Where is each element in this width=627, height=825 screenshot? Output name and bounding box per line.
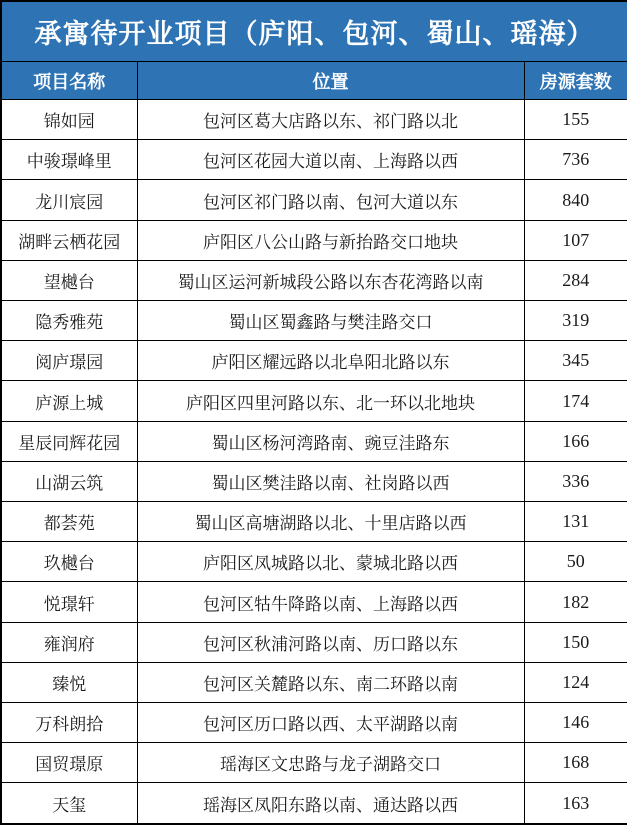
location-cell: 包河区祁门路以南、包河大道以东: [137, 180, 524, 220]
column-header-project-name: 项目名称: [1, 62, 137, 100]
project-name-cell: 山湖云筑: [1, 461, 137, 501]
units-cell: 174: [524, 381, 627, 421]
units-cell: 336: [524, 461, 627, 501]
location-cell: 蜀山区运河新城段公路以东杏花湾路以南: [137, 260, 524, 300]
project-name-cell: 庐源上城: [1, 381, 137, 421]
location-cell: 庐阳区耀远路以北阜阳北路以东: [137, 341, 524, 381]
units-cell: 150: [524, 622, 627, 662]
units-cell: 166: [524, 421, 627, 461]
table-row: [1, 140, 627, 180]
table-row: [1, 502, 627, 542]
project-name-cell: 锦如园: [1, 100, 137, 140]
table-row: [1, 421, 627, 461]
units-cell: 345: [524, 341, 627, 381]
location-cell: 包河区关麓路以东、南二环路以南: [137, 662, 524, 702]
table-row: [1, 582, 627, 622]
location-cell: 包河区牯牛降路以南、上海路以西: [137, 582, 524, 622]
location-cell: 包河区秋浦河路以南、历口路以东: [137, 622, 524, 662]
project-name-cell: 国贸璟原: [1, 743, 137, 783]
project-name-cell: 玖樾台: [1, 542, 137, 582]
project-name-cell: 天玺: [1, 783, 137, 824]
units-cell: 50: [524, 542, 627, 582]
table-row: [1, 180, 627, 220]
table-row: [1, 783, 627, 824]
header-row: [1, 62, 627, 100]
project-name-cell: 湖畔云栖花园: [1, 220, 137, 260]
project-name-cell: 望樾台: [1, 260, 137, 300]
location-cell: 包河区葛大店路以东、祁门路以北: [137, 100, 524, 140]
location-cell: 瑶海区文忠路与龙子湖路交口: [137, 743, 524, 783]
location-cell: 庐阳区四里河路以东、北一环以北地块: [137, 381, 524, 421]
table-row: [1, 703, 627, 743]
units-cell: 736: [524, 140, 627, 180]
title-row: [1, 1, 627, 62]
page-title: 承寓待开业项目（庐阳、包河、蜀山、瑶海）: [1, 1, 627, 62]
location-cell: 蜀山区蜀鑫路与樊洼路交口: [137, 301, 524, 341]
project-name-cell: 龙川宸园: [1, 180, 137, 220]
column-header-location: 位置: [137, 62, 524, 100]
project-name-cell: 悦璟轩: [1, 582, 137, 622]
project-name-cell: 星辰同辉花园: [1, 421, 137, 461]
location-cell: 瑶海区凤阳东路以南、通达路以西: [137, 783, 524, 824]
location-cell: 蜀山区杨河湾路南、豌豆洼路东: [137, 421, 524, 461]
table-row: [1, 341, 627, 381]
project-name-cell: 万科朗拾: [1, 703, 137, 743]
table-body: [1, 1, 627, 824]
table-row: [1, 622, 627, 662]
units-cell: 124: [524, 662, 627, 702]
location-cell: 庐阳区八公山路与新抬路交口地块: [137, 220, 524, 260]
units-cell: 155: [524, 100, 627, 140]
project-name-cell: 阅庐璟园: [1, 341, 137, 381]
table-row: [1, 260, 627, 300]
project-name-cell: 隐秀雅苑: [1, 301, 137, 341]
project-name-cell: 都荟苑: [1, 502, 137, 542]
location-cell: 庐阳区凤城路以北、蒙城北路以西: [137, 542, 524, 582]
table-row: [1, 662, 627, 702]
table-row: [1, 743, 627, 783]
project-name-cell: 雍润府: [1, 622, 137, 662]
location-cell: 蜀山区高塘湖路以北、十里店路以西: [137, 502, 524, 542]
location-cell: 包河区历口路以西、太平湖路以南: [137, 703, 524, 743]
column-header-units: 房源套数: [524, 62, 627, 100]
location-cell: 蜀山区樊洼路以南、社岗路以西: [137, 461, 524, 501]
location-cell: 包河区花园大道以南、上海路以西: [137, 140, 524, 180]
table-row: [1, 220, 627, 260]
project-name-cell: 中骏璟峰里: [1, 140, 137, 180]
units-cell: 131: [524, 502, 627, 542]
table-row: [1, 100, 627, 140]
units-cell: 107: [524, 220, 627, 260]
units-cell: 840: [524, 180, 627, 220]
units-cell: 163: [524, 783, 627, 824]
units-cell: 284: [524, 260, 627, 300]
units-cell: 146: [524, 703, 627, 743]
units-cell: 168: [524, 743, 627, 783]
project-name-cell: 臻悦: [1, 662, 137, 702]
table-row: [1, 381, 627, 421]
table-row: [1, 542, 627, 582]
table-row: [1, 301, 627, 341]
table-row: [1, 461, 627, 501]
units-cell: 182: [524, 582, 627, 622]
units-cell: 319: [524, 301, 627, 341]
